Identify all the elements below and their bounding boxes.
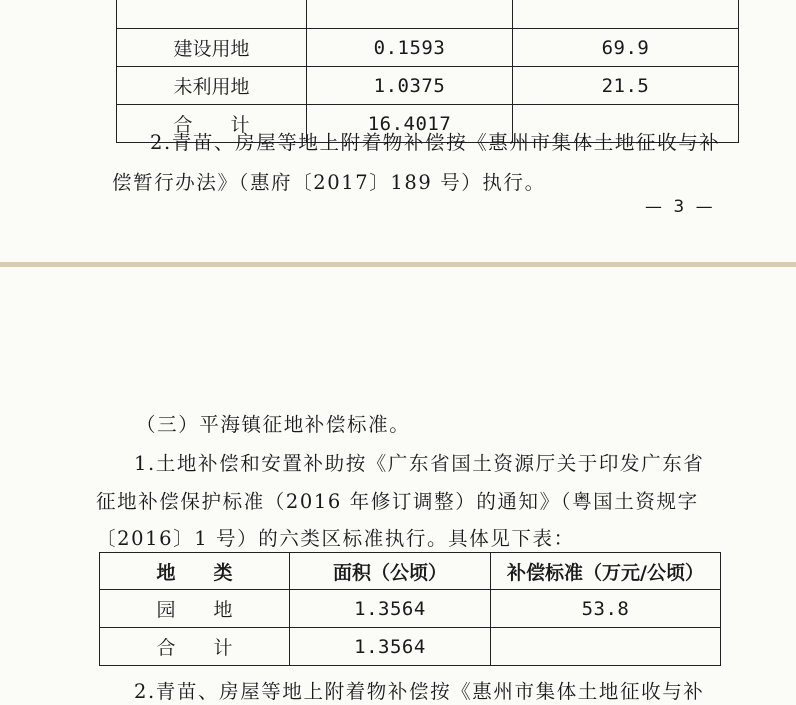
total-area-cell: 1.3564 [290, 628, 491, 666]
header-area: 面积（公顷） [290, 553, 491, 590]
standard-cell: 69.9 [513, 29, 739, 67]
paragraph-line: 2.青苗、房屋等地上附着物补偿按《惠州市集体土地征收与补 [134, 680, 705, 703]
paragraph-line: 〔2016〕1 号）的六类区标准执行。具体见下表： [96, 527, 575, 550]
document-page-4 [0, 267, 796, 705]
document-page-3 [0, 0, 796, 262]
total-area-cell: 16.4017 [307, 105, 513, 143]
standard-cell: 53.8 [491, 590, 721, 628]
land-type-cell: 园 地 [100, 590, 290, 628]
section-heading: （三）平海镇征地补偿标准。 [136, 413, 411, 436]
table-header-row [100, 553, 721, 590]
compensation-table-continued [116, 0, 739, 143]
table-row [100, 590, 721, 628]
total-standard-cell [491, 628, 721, 666]
standard-cell: 21.5 [513, 67, 739, 105]
table-cell [513, 0, 739, 29]
total-label-cell: 合 计 [100, 628, 290, 666]
land-type-cell: 未利用地 [117, 67, 307, 105]
table-row [117, 0, 739, 29]
header-land-type: 地 类 [100, 553, 290, 590]
table-row [117, 67, 739, 105]
area-cell: 0.1593 [307, 29, 513, 67]
table-row [100, 628, 721, 666]
page-number: — 3 — [645, 197, 716, 217]
table-row [117, 29, 739, 67]
paragraph-line: 1.土地补偿和安置补助按《广东省国土资源厅关于印发广东省 [134, 452, 705, 475]
land-type-cell: 建设用地 [117, 29, 307, 67]
paragraph-line: 征地补偿保护标准（2016 年修订调整）的通知》（粤国土资规字 [96, 490, 699, 513]
area-cell: 1.0375 [307, 67, 513, 105]
paragraph-line: 偿暂行办法》（惠府〔2017〕189 号）执行。 [112, 171, 546, 194]
header-standard: 补偿标准（万元/公顷） [491, 553, 721, 590]
paragraph-line: 2.青苗、房屋等地上附着物补偿按《惠州市集体土地征收与补 [150, 131, 721, 154]
area-cell: 1.3564 [290, 590, 491, 628]
total-label-cell: 合 计 [117, 105, 307, 143]
pinghai-compensation-table [99, 552, 721, 666]
table-cell [117, 0, 307, 29]
table-cell [307, 0, 513, 29]
